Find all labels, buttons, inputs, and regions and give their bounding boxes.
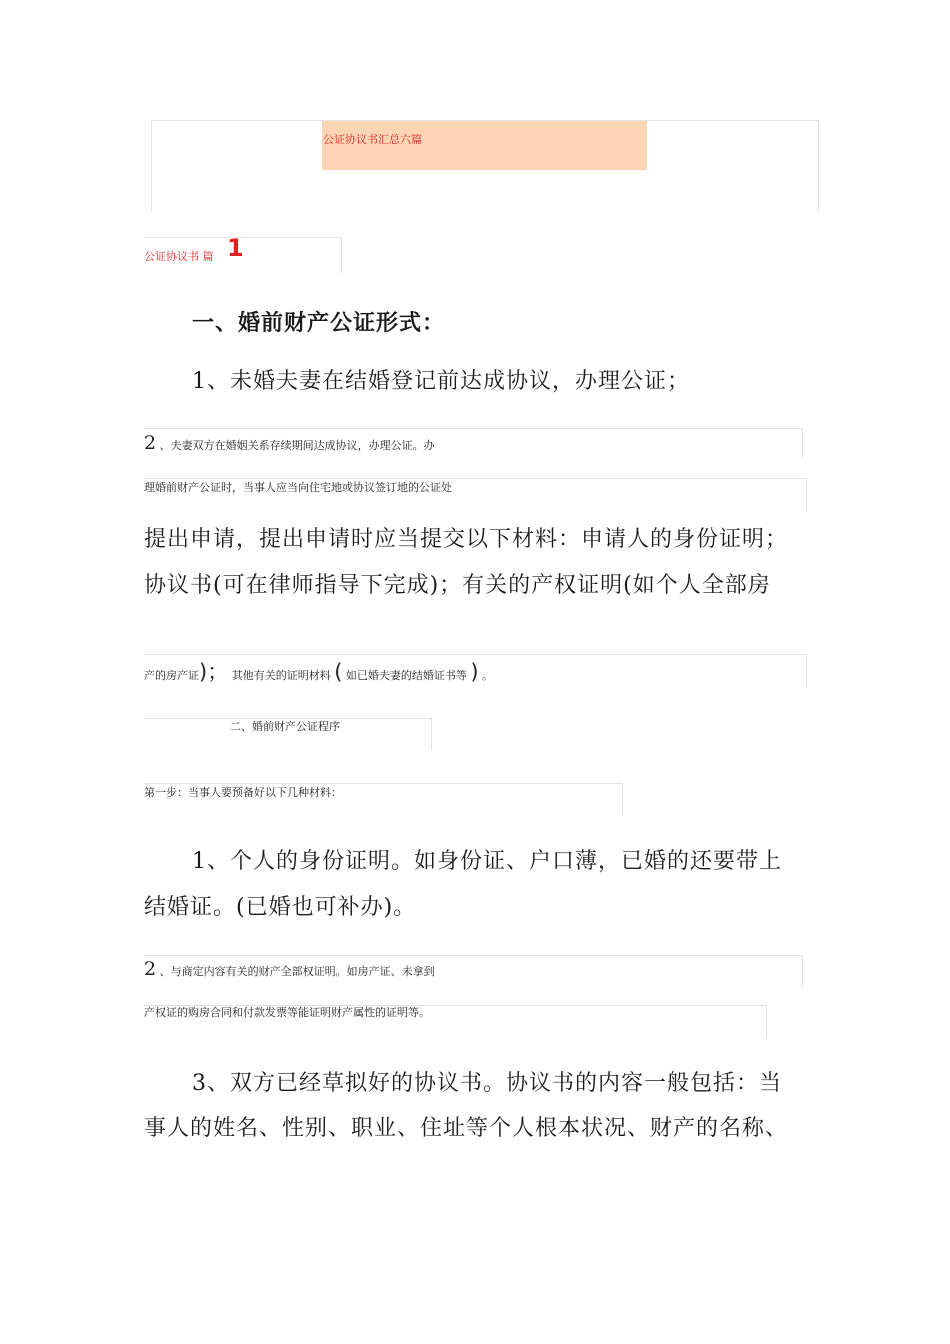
- material-1-line1: 1、个人的身份证明。如身份证、户口薄，已婚的还要带上: [192, 849, 782, 874]
- material-3-line1: 3、双方已经草拟好的协议书。协议书的内容一般包括：当: [192, 1071, 782, 1096]
- section-label-text: 公证协议书 篇: [144, 250, 214, 263]
- section-number: 1: [227, 234, 244, 262]
- para-1-line3-f: ): [470, 660, 479, 684]
- item-2-number: 2: [144, 432, 157, 454]
- item-2-line2: 理婚前财产公证时，当事人应当向住宅地或协议签订地的公证处: [144, 481, 452, 494]
- para-1-line3-g: 。: [482, 669, 494, 682]
- material-2-line2: 产权证的购房合同和付款发票等能证明财产属性的证明等。: [144, 1006, 430, 1019]
- item-2-text: 、夫妻双方在婚姻关系存续期间达成协议，办理公证。办: [159, 439, 435, 452]
- material-2-line1: [144, 958, 435, 980]
- para-1-line3-e: 如已婚夫妻的结婚证书等: [345, 669, 467, 682]
- para-1-line3-c: 其他有关的证明材料: [231, 669, 331, 682]
- para-1-line2: 协议书(可在律师指导下完成)；有关的产权证明(如个人全部房: [144, 573, 771, 598]
- item-1: 1、未婚夫妻在结婚登记前达成协议，办理公证；: [192, 369, 690, 394]
- para-1-line3-d: (: [334, 660, 343, 684]
- material-1-line2: 结婚证。(已婚也可补办)。: [144, 895, 417, 920]
- para-1-line3-b: )；: [199, 660, 229, 684]
- para-1-line3: [144, 656, 493, 686]
- section-label: [144, 248, 214, 264]
- document-title: 公证协议书汇总六篇: [323, 133, 422, 146]
- material-2-number: 2: [144, 958, 157, 980]
- heading-marital-property-procedure: 二、婚前财产公证程序: [230, 720, 340, 733]
- heading-marital-property-forms: 一、婚前财产公证形式：: [192, 310, 446, 336]
- para-1-line3-a: 产的房产证: [144, 669, 199, 682]
- material-3-line2: 事人的姓名、性别、职业、住址等个人根本状况、财产的名称、: [144, 1116, 789, 1141]
- para-1-line1: 提出申请，提出申请时应当提交以下材料：申请人的身份证明；: [144, 527, 789, 552]
- step-1: 第一步：当事人要预备好以下几种材料：: [144, 786, 342, 799]
- item-2-line1: [144, 432, 435, 454]
- material-2-text: 、与商定内容有关的财产全部权证明。如房产证、未拿到: [159, 965, 435, 978]
